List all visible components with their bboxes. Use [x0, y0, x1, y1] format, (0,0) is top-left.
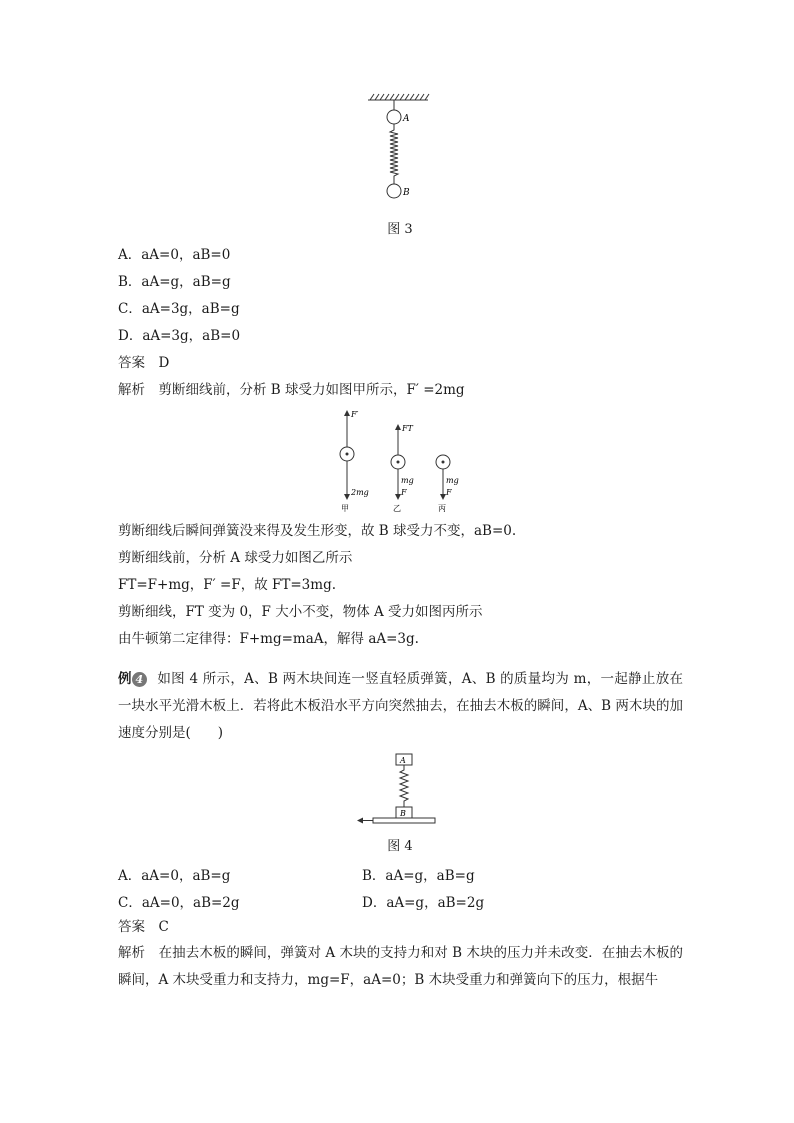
bing-bottom-label: F [446, 488, 452, 497]
q3-analysis-line-4: FT=F+mg，F′ =F，故 FT=3mg. [118, 577, 337, 593]
force-diagram [330, 405, 470, 517]
q4-option-d: D．aA=g，aB=2g [362, 895, 485, 911]
board [373, 818, 435, 823]
q3-analysis-line-1: 解析 剪断细线前，分析 B 球受力如图甲所示，F′ =2mg [118, 382, 465, 398]
q3-analysis-line-3: 剪断细线前，分析 A 球受力如图乙所示 [118, 550, 353, 566]
yi-name: 乙 [393, 504, 401, 513]
yi-mid-label: mg [401, 476, 414, 485]
q3-option-b: B．aA=g，aB=g [118, 274, 231, 290]
example-number-badge: 4 [132, 672, 147, 687]
jia-name: 甲 [341, 504, 349, 513]
q4-answer: 答案 C [118, 919, 169, 935]
ball-b-label: B [403, 188, 410, 198]
q3-option-c: C．aA=3g，aB=g [118, 301, 240, 317]
spring [390, 124, 398, 184]
yi-top-label: FT [402, 424, 413, 433]
q4-option-a: A．aA=0，aB=g [118, 868, 231, 884]
example-4-text: 如图 4 所示，A、B 两木块间连一竖直轻质弹簧，A、B 的质量均为 m，一起静止放在一块水平光滑木板上．若将此木板沿水平方向突然抽去，在抽去木板的瞬间，A、B 两木块的加速度分别是( ) [118, 671, 684, 741]
ceiling-hatch [368, 94, 429, 100]
bing-mid-label: mg [446, 476, 459, 485]
force-diagram-yi [391, 424, 414, 513]
example-4-paragraph [118, 666, 683, 747]
ball-a-label: A [403, 114, 410, 124]
figure-3-diagram [360, 92, 440, 210]
force-diagram-jia [340, 410, 369, 513]
figure-3-caption: 图 3 [387, 222, 413, 237]
example-prefix: 例 [118, 671, 132, 687]
q3-answer: 答案 D [118, 355, 170, 371]
q3-analysis-line-6: 由牛顿第二定律得：F+mg=maA，解得 aA=3g. [118, 631, 419, 647]
q3-option-d: D．aA=3g，aB=0 [118, 328, 241, 344]
block-b-label: B [400, 809, 406, 818]
bing-name: 丙 [438, 504, 446, 513]
q3-analysis-line-5: 剪断细线，FT 变为 0，F 大小不变，物体 A 受力如图丙所示 [118, 604, 483, 620]
q4-analysis: 解析 在抽去木板的瞬间，弹簧对 A 木块的支持力和对 B 木块的压力并未改变．在抽去木板的瞬间，A 木块受重力和支持力，mg=F，aA=0；B 木块受重力和弹簧向下的压力，根据牛 [118, 945, 683, 988]
figure-4-diagram [355, 750, 445, 830]
q3-analysis-line-2: 剪断细线后瞬间弹簧没来得及发生形变，故 B 球受力不变，aB=0. [118, 523, 517, 539]
yi-bottom-label: F [401, 488, 407, 497]
force-diagram-bing [436, 455, 459, 513]
block-a-label: A [400, 756, 406, 765]
jia-top-label: F′ [351, 410, 359, 419]
ball-b [387, 184, 401, 198]
spring-4 [400, 765, 408, 807]
q4-option-b: B．aA=g，aB=g [362, 868, 475, 884]
ball-a [387, 110, 401, 124]
figure-4-caption: 图 4 [387, 839, 413, 854]
q4-option-c: C．aA=0，aB=2g [118, 895, 240, 911]
jia-bottom-label: 2mg [351, 488, 369, 497]
q3-option-a: A．aA=0，aB=0 [118, 247, 231, 263]
